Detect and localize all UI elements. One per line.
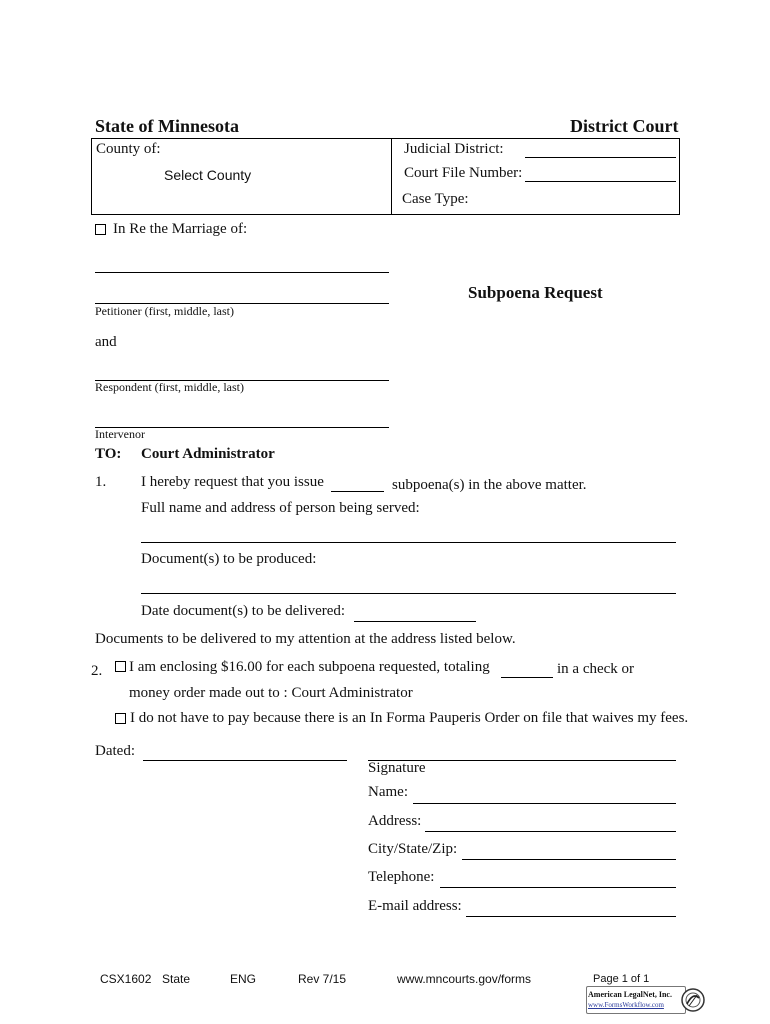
address-field[interactable] [425, 817, 676, 832]
email-label: E-mail address: [368, 898, 462, 914]
in-re-marriage-label: In Re the Marriage of: [113, 221, 248, 237]
court-heading: District Court [570, 116, 679, 136]
judicial-district-field[interactable] [525, 143, 676, 158]
judicial-district-label: Judicial District: [404, 141, 504, 157]
telephone-field[interactable] [440, 873, 676, 888]
footer-page-number: Page 1 of 1 [593, 973, 650, 985]
signature-field[interactable] [368, 746, 676, 761]
logo-emblem-icon [680, 986, 706, 1014]
footer-form-code: CSX1602 [100, 972, 152, 986]
person-served-field[interactable] [141, 528, 676, 543]
state-heading: State of Minnesota [95, 116, 239, 136]
intervenor-caption: Intervenor [95, 427, 145, 441]
county-label: County of: [96, 141, 161, 157]
item1-text-before: I hereby request that you issue [141, 474, 324, 490]
to-value: Court Administrator [141, 446, 275, 462]
court-file-number-field[interactable] [525, 167, 676, 182]
intervenor-line[interactable] [95, 413, 389, 428]
city-state-zip-field[interactable] [462, 845, 676, 860]
email-field[interactable] [466, 902, 676, 917]
date-delivered-label: Date document(s) to be delivered: [141, 603, 346, 619]
court-file-number-label: Court File Number: [404, 165, 523, 181]
item2-text-after: in a check or [557, 661, 635, 677]
city-state-zip-label: City/State/Zip: [368, 841, 458, 857]
telephone-label: Telephone: [368, 869, 435, 885]
footer-state: State [162, 972, 191, 986]
documents-label: Document(s) to be produced: [141, 551, 317, 567]
signature-label: Signature [368, 760, 426, 776]
case-type-label: Case Type: [402, 191, 469, 207]
documents-field[interactable] [141, 579, 676, 594]
total-amount-field[interactable] [501, 663, 553, 678]
american-legalnet-logo [586, 986, 706, 1014]
petitioner-caption: Petitioner (first, middle, last) [95, 304, 234, 318]
footer-website: www.mncourts.gov/forms [397, 972, 532, 986]
to-label: TO: [95, 446, 122, 462]
county-select[interactable]: Select County [164, 167, 252, 183]
caption-divider [391, 138, 392, 215]
name-label: Name: [368, 784, 408, 800]
footer-language: ENG [230, 972, 257, 986]
dated-label: Dated: [95, 743, 135, 759]
name-field[interactable] [413, 789, 676, 804]
item1-text-after: subpoena(s) in the above matter. [392, 477, 587, 493]
ifp-text: I do not have to pay because there is an In Forma Pauperis Order on file that waives my fees. [130, 710, 689, 726]
petitioner-line-1[interactable] [95, 258, 389, 273]
respondent-line[interactable] [95, 366, 389, 381]
logo-website-link[interactable]: www.FormsWorkflow.com [588, 1001, 664, 1009]
item1-number: 1. [95, 474, 107, 490]
item2-number: 2. [91, 663, 103, 679]
in-re-marriage-checkbox[interactable] [95, 224, 106, 235]
full-name-label: Full name and address of person being served: [141, 500, 420, 516]
subpoena-count-field[interactable] [331, 477, 384, 492]
and-label: and [95, 334, 117, 350]
payment-checkbox[interactable] [115, 661, 126, 672]
dated-field[interactable] [143, 746, 347, 761]
footer-revision: Rev 7/15 [298, 972, 347, 986]
petitioner-line-2[interactable] [95, 289, 389, 304]
item2-text-before: I am enclosing $16.00 for each subpoena requested, totaling [129, 659, 490, 675]
delivery-note: Documents to be delivered to my attention at the address listed below. [95, 631, 516, 647]
ifp-checkbox[interactable] [115, 713, 126, 724]
logo-company-name: American LegalNet, Inc. [588, 990, 672, 999]
date-delivered-field[interactable] [354, 607, 476, 622]
item2-text-line2: money order made out to : Court Administrator [129, 685, 413, 701]
address-label: Address: [368, 813, 422, 829]
document-title: Subpoena Request [468, 283, 603, 302]
respondent-caption: Respondent (first, middle, last) [95, 380, 244, 394]
